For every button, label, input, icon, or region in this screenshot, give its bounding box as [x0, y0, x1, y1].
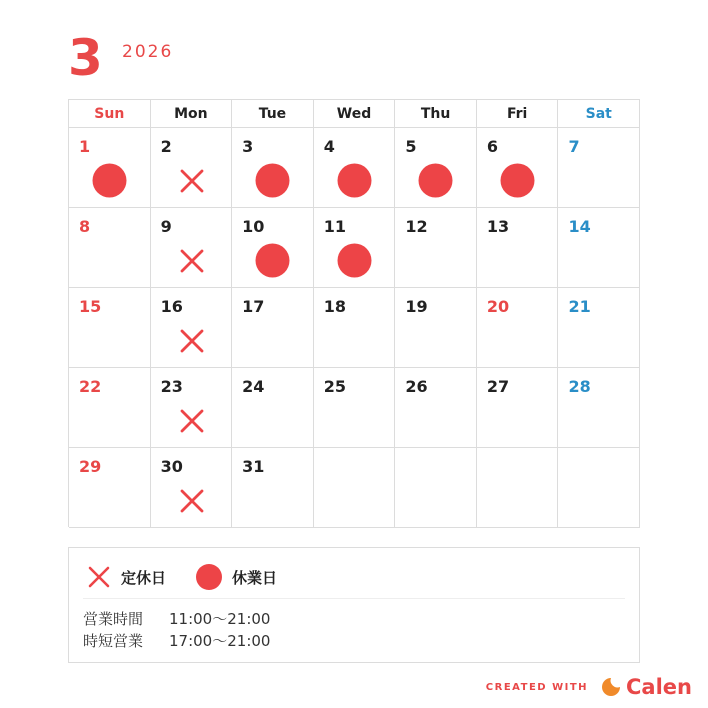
hours-value: 17:00〜21:00: [169, 632, 271, 650]
day-cell: [69, 448, 151, 528]
circle-icon: [196, 564, 222, 590]
day-cell: [69, 208, 151, 288]
day-number: 13: [486, 217, 510, 236]
day-cell: [69, 288, 151, 368]
day-number: 18: [323, 297, 346, 316]
legend-divider: [83, 598, 625, 599]
day-number: 5: [405, 137, 417, 156]
day-number: 10: [242, 217, 265, 236]
weekday-fri: Fri: [477, 100, 559, 128]
circle-fill: [256, 244, 290, 278]
day-number: 9: [160, 217, 172, 236]
regular-holiday-cross-icon: [175, 164, 209, 198]
day-cell: [151, 208, 233, 288]
regular-holiday-cross-icon: [175, 324, 209, 358]
weekday-mon: Mon: [151, 100, 233, 128]
weekday-header-row: [69, 100, 640, 128]
day-cell: [558, 288, 640, 368]
hours-row: [83, 608, 270, 630]
day-number: 21: [568, 297, 591, 316]
day-cell: [395, 208, 477, 288]
hours-label: 時短営業: [83, 632, 144, 650]
day-number: 15: [79, 297, 102, 316]
day-number: 19: [405, 297, 428, 316]
closed-day-circle-icon: [256, 164, 290, 198]
weekday-thu: Thu: [395, 100, 477, 128]
circle-fill: [93, 164, 127, 198]
circle-fill: [419, 164, 453, 198]
day-number: 27: [486, 377, 510, 396]
day-cell: [558, 448, 640, 528]
day-cell: [151, 288, 233, 368]
day-number: 24: [242, 377, 265, 396]
created-with-text: CREATED WITH: [485, 681, 589, 693]
day-number: 28: [568, 377, 591, 396]
day-cell: [477, 448, 559, 528]
weekday-tue: Tue: [232, 100, 314, 128]
day-cell: [69, 368, 151, 448]
calen-logo-icon: [600, 676, 622, 698]
day-cell: [232, 288, 314, 368]
day-cell: [69, 128, 151, 208]
day-cell: [314, 448, 396, 528]
day-number: 4: [323, 137, 335, 156]
weeks-container: [69, 128, 640, 528]
day-number: 16: [160, 297, 183, 316]
day-cell: [151, 368, 233, 448]
month-number: 3: [68, 29, 103, 87]
cross-icon: [87, 565, 111, 589]
day-cell: [232, 448, 314, 528]
circle-fill: [337, 164, 371, 198]
day-number: 17: [242, 297, 265, 316]
weekday-sun: Sun: [69, 100, 151, 128]
day-number: 14: [568, 217, 591, 236]
circle-fill: [337, 244, 371, 278]
closed-day-circle-icon: [419, 164, 453, 198]
day-cell: [314, 288, 396, 368]
day-cell: [395, 448, 477, 528]
weekday-sat: Sat: [558, 100, 640, 128]
day-number: 7: [568, 137, 580, 156]
day-number: 26: [405, 377, 428, 396]
legend-circle: [196, 564, 277, 590]
day-cell: [477, 208, 559, 288]
regular-holiday-cross-icon: [175, 404, 209, 438]
day-number: 2: [160, 137, 172, 156]
day-number: 25: [323, 377, 346, 396]
calendar-grid: [68, 99, 640, 527]
closed-day-circle-icon: [256, 244, 290, 278]
hours-value: 11:00〜21:00: [169, 610, 271, 628]
day-cell: [232, 208, 314, 288]
day-cell: [477, 128, 559, 208]
day-number: 12: [405, 217, 428, 236]
day-number: 8: [79, 217, 91, 236]
week-row: [69, 208, 640, 288]
hours-label: 営業時間: [83, 610, 144, 628]
week-row: [69, 448, 640, 528]
day-cell: [232, 368, 314, 448]
day-number: 29: [79, 457, 102, 476]
day-number: 23: [160, 377, 183, 396]
closed-day-circle-icon: [338, 244, 372, 278]
day-cell: [314, 368, 396, 448]
year-label: 2026: [122, 42, 174, 62]
day-cell: [151, 448, 233, 528]
day-cell: [395, 368, 477, 448]
legend-row: [87, 562, 307, 592]
day-cell: [232, 128, 314, 208]
legend-x: [87, 565, 166, 589]
day-cell: [477, 288, 559, 368]
closed-day-circle-icon: [338, 164, 372, 198]
day-number: 22: [79, 377, 102, 396]
week-row: [69, 128, 640, 208]
day-cell: [314, 128, 396, 208]
day-number: 6: [486, 137, 499, 156]
day-number: 20: [486, 297, 510, 316]
day-cell: [395, 288, 477, 368]
brand-name: Calen: [626, 675, 692, 699]
day-number: 11: [323, 217, 346, 236]
legend-circle-label: 休業日: [232, 568, 278, 587]
day-number: 30: [160, 457, 183, 476]
day-cell: [151, 128, 233, 208]
day-cell: [477, 368, 559, 448]
closed-day-circle-icon: [501, 164, 535, 198]
day-cell: [395, 128, 477, 208]
hours-row: [83, 630, 270, 652]
business-hours: [83, 608, 270, 652]
regular-holiday-cross-icon: [175, 244, 209, 278]
circle-fill: [256, 164, 290, 198]
day-cell: [314, 208, 396, 288]
day-number: 31: [242, 457, 265, 476]
closed-day-circle-icon: [93, 164, 127, 198]
regular-holiday-cross-icon: [175, 484, 209, 518]
day-number: 3: [242, 137, 254, 156]
day-number: 1: [79, 137, 91, 156]
legend-x-label: 定休日: [121, 568, 167, 587]
week-row: [69, 368, 640, 448]
weekday-wed: Wed: [314, 100, 396, 128]
legend-box: [68, 547, 640, 663]
day-cell: [558, 128, 640, 208]
footer: [486, 672, 692, 702]
day-cell: [558, 368, 640, 448]
day-cell: [558, 208, 640, 288]
circle-fill: [500, 164, 534, 198]
week-row: [69, 288, 640, 368]
